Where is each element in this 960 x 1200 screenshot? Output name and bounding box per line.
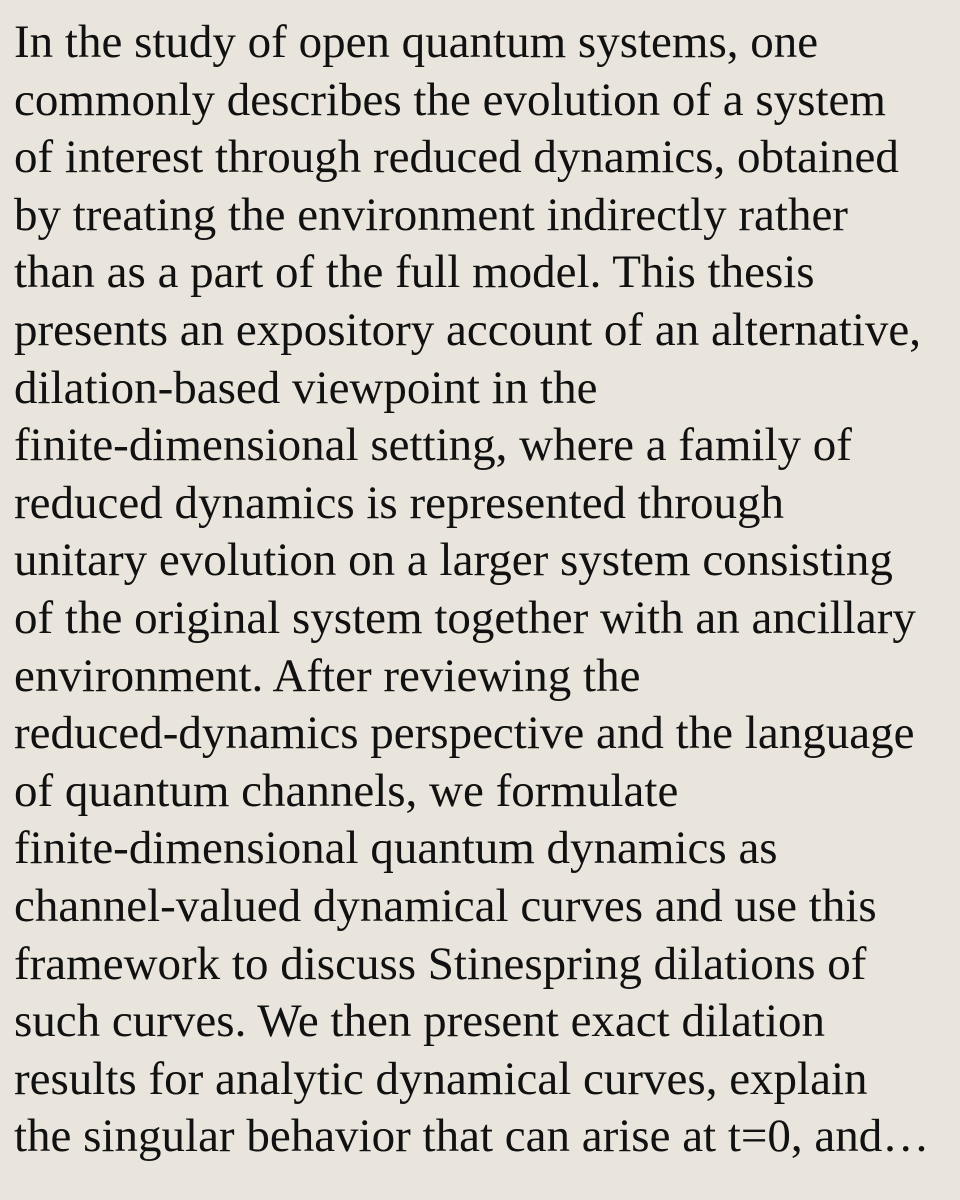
abstract-line: In the study of open quantum systems, one xyxy=(14,16,819,68)
abstract-line: channel-valued dynamical curves and use this xyxy=(14,879,877,932)
abstract-line: framework to discuss Stinespring dilations of xyxy=(14,937,867,990)
abstract-line: such curves. We then present exact dilation xyxy=(14,995,826,1048)
abstract-line: dilation-based viewpoint in the xyxy=(14,361,598,414)
abstract-text xyxy=(14,14,960,1166)
abstract-line: presents an expository account of an alternative, xyxy=(14,303,922,356)
abstract-line: results for analytic dynamical curves, explain xyxy=(14,1052,868,1105)
abstract-line: of interest through reduced dynamics, obtained xyxy=(14,131,899,184)
abstract-line: commonly describes the evolution of a system xyxy=(14,73,886,126)
abstract-line: than as a part of the full model. This thesis xyxy=(14,246,815,299)
abstract-line: unitary evolution on a larger system consisting xyxy=(14,534,893,587)
abstract-line: of the original system together with an ancillary xyxy=(14,591,916,644)
abstract-line: finite-dimensional setting, where a family of xyxy=(14,419,852,472)
abstract-line: by treating the environment indirectly rather xyxy=(14,188,848,241)
abstract-line: the singular behavior that can arise at t=0, and… xyxy=(14,1110,930,1163)
abstract-line: reduced dynamics is represented through xyxy=(14,476,785,529)
abstract-line: finite-dimensional quantum dynamics as xyxy=(14,822,778,875)
abstract-line: reduced-dynamics perspective and the language xyxy=(14,707,915,760)
abstract-line: of quantum channels, we formulate xyxy=(14,764,679,817)
abstract-line: environment. After reviewing the xyxy=(14,649,641,702)
